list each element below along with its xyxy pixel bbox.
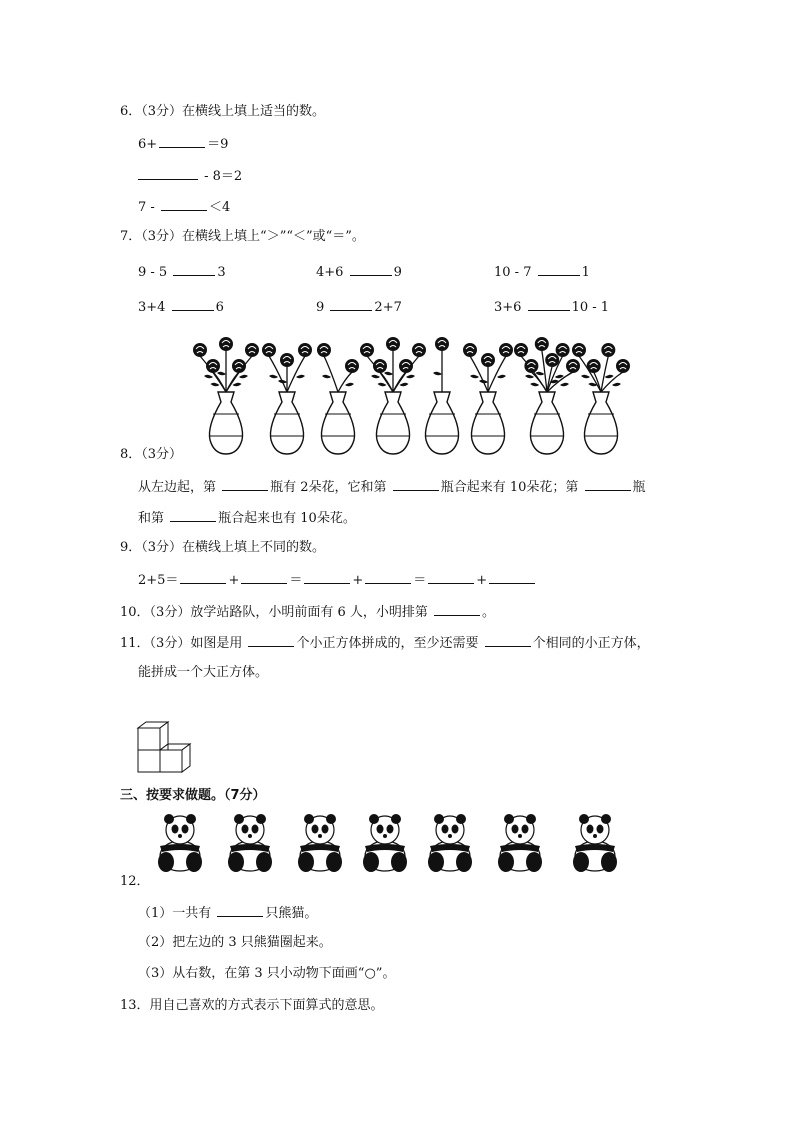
q11-l1-a: 11．（3分）如图是用 [120, 636, 247, 651]
q7-r2c3-left: 3+6 [494, 300, 522, 315]
q9-blank-5[interactable] [428, 571, 474, 584]
q7-r1c1-left: 9 - 5 [138, 265, 168, 280]
q9-lead: 2+5＝ [138, 573, 179, 588]
q7-r2c2 [316, 298, 402, 316]
flower-2-1 [262, 343, 276, 357]
q6-c-right: ＜4 [208, 200, 231, 215]
panda-6 [498, 814, 542, 872]
q7-r1c2-right: 9 [393, 265, 402, 280]
flower-8-2 [587, 359, 601, 373]
q10-blank[interactable] [434, 603, 480, 616]
q7-r2c1 [138, 298, 224, 316]
flower-4-5 [412, 343, 426, 357]
vase-7 [514, 337, 580, 454]
q10-text-b: 。 [481, 605, 495, 620]
cube-top-front [138, 728, 160, 750]
section3-title: 三、按要求做题。（7分） [120, 788, 266, 803]
vase-5 [425, 337, 459, 454]
q11-line-2: 能拼成一个大正方体。 [138, 665, 269, 680]
flower-6-1 [463, 343, 477, 357]
q6-line-b [138, 167, 242, 185]
cube-bottom-left-front [138, 750, 160, 772]
panda-5 [428, 814, 472, 872]
q8-l1-a: 从左边起，第 [138, 480, 221, 495]
q8-l1-c: 瓶合起来有 10朵花；第 [440, 480, 583, 495]
flower-7-4 [545, 353, 559, 367]
q9-blank-2[interactable] [241, 571, 287, 584]
flower-7-5 [556, 343, 570, 357]
q8-line-1 [138, 478, 646, 496]
q6-a-left: 6+ [138, 137, 158, 152]
q7-r1c3 [494, 263, 590, 281]
q7-r2c2-right: 2+7 [374, 300, 402, 315]
q9-eq-2: ＝ [413, 573, 427, 588]
q7-r1c1-blank[interactable] [173, 263, 215, 276]
vase-3 [317, 343, 359, 454]
cube-bottom-right-front [160, 750, 182, 772]
q12-s2: （2）把左边的 3 只熊猫圈起来。 [138, 935, 332, 950]
q6-stem: 6．（3分）在横线上填上适当的数。 [120, 104, 326, 119]
q7-r1c2-left: 4+6 [316, 265, 344, 280]
vase-2 [262, 343, 312, 454]
q7-r2c1-left: 3+4 [138, 300, 166, 315]
q8-l1-b: 瓶有 2朵花，它和第 [270, 480, 391, 495]
q7-r2c3 [494, 298, 609, 316]
q6-a-blank[interactable] [159, 135, 205, 148]
q8-blank-1[interactable] [222, 478, 268, 491]
q9-blank-4[interactable] [365, 571, 411, 584]
q7-r2c3-blank[interactable] [528, 298, 570, 311]
q8-l1-d: 瓶 [632, 480, 646, 495]
flower-7-6 [566, 359, 580, 373]
q11-blank-2[interactable] [485, 634, 531, 647]
q8-label: 8．（3分） [120, 447, 183, 462]
flower-4-1 [360, 343, 374, 357]
q9-blank-3[interactable] [304, 571, 350, 584]
q6-c-left: 7 - [138, 200, 159, 215]
flower-2-3 [298, 343, 312, 357]
flower-8-1 [572, 343, 586, 357]
q8-blank-2[interactable] [393, 478, 439, 491]
q7-r2c1-blank[interactable] [172, 298, 214, 311]
q10-text-a: 10．（3分）放学站路队，小明前面有 6 人，小明排第 [120, 605, 432, 620]
q10-line [120, 603, 495, 621]
q8-l2-b: 瓶合起来也有 10朵花。 [218, 511, 356, 526]
q12-s3: （3）从右数，在第 3 只小动物下面画“○”。 [138, 966, 396, 981]
q7-r1c3-blank[interactable] [538, 263, 580, 276]
q12-blank[interactable] [217, 904, 263, 917]
panda-3 [298, 814, 342, 872]
q8-line-2 [138, 509, 356, 527]
vase-1 [193, 337, 259, 454]
panda-1 [158, 814, 202, 872]
flower-7-3 [535, 337, 549, 351]
q8-blank-4[interactable] [170, 509, 216, 522]
q7-r1c2-blank[interactable] [350, 263, 392, 276]
q7-r1c1 [138, 263, 226, 281]
q6-line-c [138, 198, 230, 216]
flower-1-1 [193, 343, 207, 357]
q9-plus-1: + [228, 573, 240, 588]
q7-r1c3-left: 10 - 7 [494, 265, 532, 280]
flower-3-2 [345, 359, 359, 373]
q12-s1-a: （1）一共有 [138, 906, 216, 921]
flower-1-3 [219, 337, 233, 351]
flower-7-1 [514, 343, 528, 357]
q9-plus-2: + [352, 573, 364, 588]
flower-5-1 [435, 337, 449, 351]
q9-stem: 9．（3分）在横线上填上不同的数。 [120, 540, 326, 555]
vase-4 [360, 337, 426, 454]
q6-b-right: - 8＝2 [200, 169, 243, 184]
q9-blank-1[interactable] [180, 571, 226, 584]
q11-blank-1[interactable] [248, 634, 294, 647]
flower-4-2 [373, 359, 387, 373]
vases-illustration [0, 330, 794, 460]
q7-r2c1-right: 6 [215, 300, 224, 315]
q6-c-blank[interactable] [161, 198, 207, 211]
flower-6-2 [481, 353, 495, 367]
flower-1-5 [245, 343, 259, 357]
flower-3-1 [317, 343, 331, 357]
q8-blank-3[interactable] [585, 478, 631, 491]
flower-6-3 [499, 343, 513, 357]
q7-r2c3-right: 10 - 1 [571, 300, 610, 315]
q11-l1-b: 个小正方体拼成的，至少还需要 [296, 636, 483, 651]
q13-stem: 13．用自己喜欢的方式表示下面算式的意思。 [120, 998, 384, 1013]
q11-l1-c: 个相同的小正方体， [532, 636, 650, 651]
vase-8 [572, 343, 630, 454]
flower-8-4 [616, 359, 630, 373]
flower-8-3 [601, 343, 615, 357]
panda-2 [228, 814, 272, 872]
pandas-illustration [140, 812, 660, 882]
q9-line [138, 571, 537, 589]
q7-r1c3-right: 1 [581, 265, 590, 280]
q6-b-blank[interactable] [138, 167, 198, 180]
q7-stem: 7．（3分）在横线上填上“＞”“＜”或“＝”。 [120, 229, 365, 244]
q9-blank-6[interactable] [489, 571, 535, 584]
panda-7 [573, 814, 617, 872]
q7-r1c1-right: 3 [217, 265, 226, 280]
q7-r1c2 [316, 263, 402, 281]
flower-2-2 [280, 353, 294, 367]
flower-1-2 [206, 359, 220, 373]
q7-r2c2-left: 9 [316, 300, 325, 315]
q12-s1 [138, 904, 317, 922]
flower-4-3 [386, 337, 400, 351]
q6-line-a [138, 135, 228, 153]
flower-7-2 [524, 359, 538, 373]
vase-6 [463, 343, 513, 454]
q12-s1-b: 只熊猫。 [265, 906, 318, 921]
q12-label: 12． [120, 874, 150, 889]
q8-l2-a: 和第 [138, 511, 169, 526]
q9-plus-3: + [476, 573, 488, 588]
q9-eq-1: ＝ [289, 573, 303, 588]
q6-a-right: ＝9 [207, 137, 229, 152]
panda-4 [363, 814, 407, 872]
cubes-figure [136, 720, 206, 776]
q11-line-1 [120, 634, 650, 652]
q7-r2c2-blank[interactable] [330, 298, 372, 311]
